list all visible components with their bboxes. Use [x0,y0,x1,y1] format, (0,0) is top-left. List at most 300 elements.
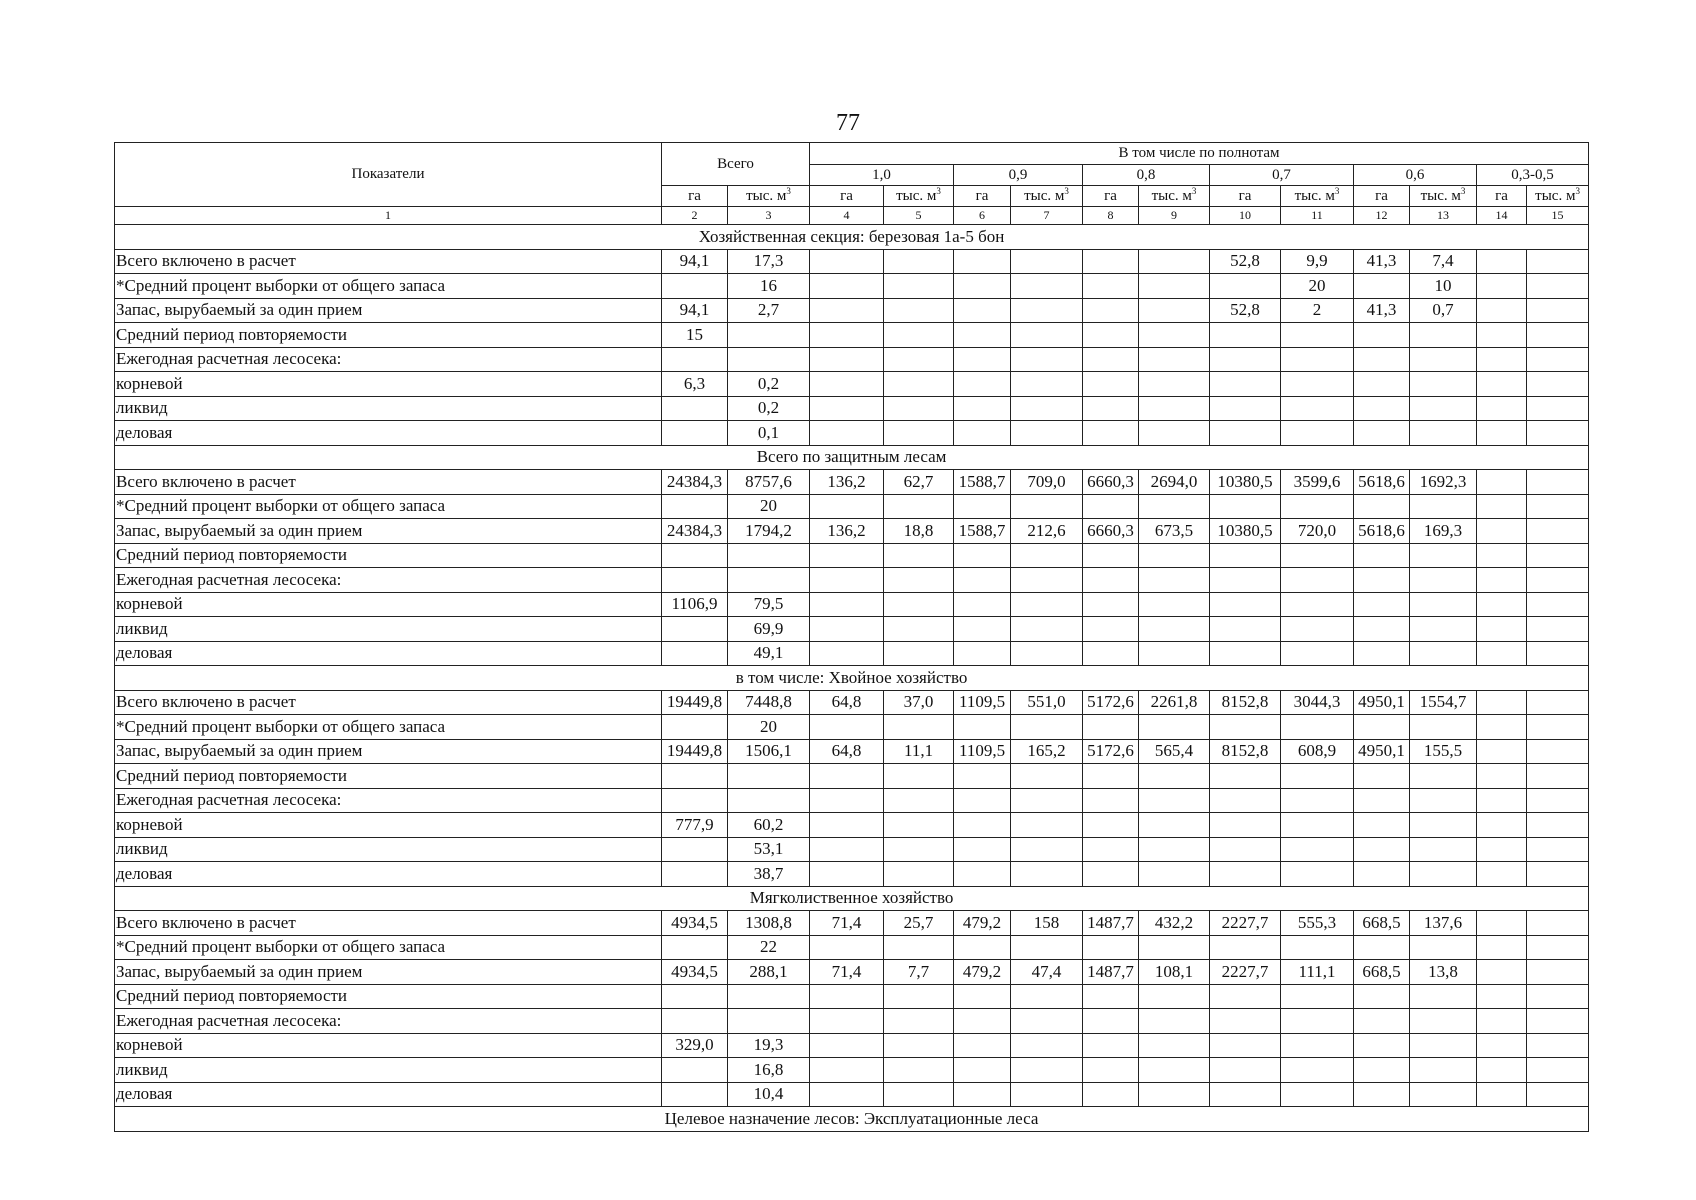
unit-volume-label: тыс. м [1420,187,1461,204]
table-cell: 18,8 [884,519,954,544]
by-density-header: В том числе по полнотам [810,143,1589,165]
table-cell [810,617,884,642]
table-cell: 432,2 [1139,911,1210,936]
table-cell [1011,1033,1083,1058]
column-number: 12 [1354,207,1410,225]
table-cell: 108,1 [1139,960,1210,985]
table-cell: 47,4 [1011,960,1083,985]
table-cell [1210,1033,1281,1058]
table-cell [1139,764,1210,789]
table-cell [1281,641,1354,666]
table-cell [1139,837,1210,862]
table-cell [1527,617,1589,642]
table-cell [662,347,728,372]
column-number: 15 [1527,207,1589,225]
table-cell [1210,813,1281,838]
table-cell [1354,1082,1410,1107]
table-cell [1210,715,1281,740]
unit-volume-label: тыс. м [1294,187,1335,204]
table-cell [1477,1058,1527,1083]
table-cell [662,715,728,740]
table-cell: 71,4 [810,960,884,985]
table-row [115,347,1589,372]
table-cell [810,764,884,789]
table-cell [810,396,884,421]
table-cell [1011,1058,1083,1083]
table-cell [1477,911,1527,936]
table-cell [1011,592,1083,617]
table-cell [1527,396,1589,421]
table-cell: 7,7 [884,960,954,985]
table-cell: 777,9 [662,813,728,838]
table-cell: 20 [728,494,810,519]
unit-ha-header: га [810,186,884,207]
table-cell: 551,0 [1011,690,1083,715]
table-cell [1354,1033,1410,1058]
table-cell [884,837,954,862]
unit-volume-sup: 3 [1575,185,1580,196]
table-cell [1527,470,1589,495]
table-cell [1139,274,1210,299]
table-cell: 53,1 [728,837,810,862]
column-number: 13 [1410,207,1477,225]
table-cell [1477,298,1527,323]
table-cell [1477,249,1527,274]
row-label: деловая [115,421,662,446]
table-cell [1354,715,1410,740]
table-cell [1083,1082,1139,1107]
table-cell [954,372,1011,397]
column-number: 2 [662,207,728,225]
table-cell [1477,568,1527,593]
table-cell [1139,568,1210,593]
table-cell [810,1082,884,1107]
table-row [115,470,1589,495]
table-cell [1354,764,1410,789]
table-cell [810,813,884,838]
total-header: Всего [662,143,810,186]
table-cell [1410,568,1477,593]
row-label: деловая [115,862,662,887]
forest-cutting-table [114,142,1589,1132]
table-cell [1477,470,1527,495]
unit-ha-header: га [1477,186,1527,207]
table-cell [954,1033,1011,1058]
table-cell [1477,690,1527,715]
table-cell: 25,7 [884,911,954,936]
table-cell [1210,494,1281,519]
column-number: 9 [1139,207,1210,225]
table-row [115,788,1589,813]
table-cell: 20 [728,715,810,740]
table-cell [662,984,728,1009]
table-cell [1281,1082,1354,1107]
table-cell [1210,788,1281,813]
table-cell [954,543,1011,568]
table-cell: 94,1 [662,249,728,274]
table-cell [954,984,1011,1009]
table-cell [1083,347,1139,372]
table-cell: 2227,7 [1210,911,1281,936]
unit-volume-header [884,186,954,207]
table-cell [884,568,954,593]
table-cell: 9,9 [1281,249,1354,274]
table-cell [1139,813,1210,838]
table-cell [1410,396,1477,421]
table-cell [1527,739,1589,764]
table-cell [1210,862,1281,887]
table-cell [954,592,1011,617]
table-cell [1410,1058,1477,1083]
column-number: 3 [728,207,810,225]
table-cell: 1308,8 [728,911,810,936]
table-row [115,396,1589,421]
table-cell [1410,641,1477,666]
table-cell [1083,298,1139,323]
column-number-row [115,207,1589,225]
table-cell [954,421,1011,446]
table-cell [884,494,954,519]
row-label: ликвид [115,837,662,862]
unit-volume-header [1410,186,1477,207]
table-cell [1410,494,1477,519]
table-cell [810,323,884,348]
table-cell [1139,421,1210,446]
table-cell [1410,617,1477,642]
table-cell: 1554,7 [1410,690,1477,715]
table-cell [1139,323,1210,348]
row-label: Всего включено в расчет [115,470,662,495]
table-cell: 17,3 [728,249,810,274]
table-cell [1527,1082,1589,1107]
table-cell [1011,274,1083,299]
table-cell [1281,715,1354,740]
table-cell [1410,323,1477,348]
table-cell [1011,715,1083,740]
table-cell [1410,788,1477,813]
table-cell [1210,837,1281,862]
table-cell [1281,862,1354,887]
table-cell [1410,543,1477,568]
table-cell [1139,249,1210,274]
table-cell [1477,274,1527,299]
table-cell: 15 [662,323,728,348]
table-cell: 169,3 [1410,519,1477,544]
table-cell [1477,960,1527,985]
table-cell: 7448,8 [728,690,810,715]
table-cell: 19,3 [728,1033,810,1058]
table-cell [1477,837,1527,862]
table-cell: 41,3 [1354,298,1410,323]
table-cell [662,494,728,519]
table-cell [1139,984,1210,1009]
table-cell [954,788,1011,813]
table-cell [1477,739,1527,764]
table-cell [728,788,810,813]
density-header: 0,7 [1210,165,1354,186]
table-cell [1281,813,1354,838]
row-label: корневой [115,1033,662,1058]
table-cell: 212,6 [1011,519,1083,544]
table-cell [662,788,728,813]
table-cell: 2261,8 [1139,690,1210,715]
table-cell: 19449,8 [662,739,728,764]
table-cell [1527,298,1589,323]
table-cell [1354,862,1410,887]
table-cell [1210,274,1281,299]
table-cell: 19449,8 [662,690,728,715]
table-cell: 479,2 [954,911,1011,936]
table-cell [1477,396,1527,421]
table-cell [662,862,728,887]
table-cell: 2694,0 [1139,470,1210,495]
table-cell [810,592,884,617]
table-cell [1139,617,1210,642]
row-label: Запас, вырубаемый за один прием [115,298,662,323]
table-cell: 155,5 [1410,739,1477,764]
table-cell: 5618,6 [1354,470,1410,495]
table-cell [1210,543,1281,568]
table-cell [1527,984,1589,1009]
table-cell [954,347,1011,372]
table-row [115,911,1589,936]
table-cell [1410,764,1477,789]
table-cell [810,421,884,446]
table-cell: 10380,5 [1210,519,1281,544]
table-cell: 64,8 [810,739,884,764]
table-cell [1281,935,1354,960]
table-cell: 6660,3 [1083,470,1139,495]
table-cell [884,813,954,838]
row-label: Средний период повторяемости [115,984,662,1009]
table-cell: 38,7 [728,862,810,887]
table-cell [1210,1058,1281,1083]
table-cell [1527,911,1589,936]
table-cell [1281,592,1354,617]
row-label: корневой [115,592,662,617]
density-header: 0,8 [1083,165,1210,186]
table-cell: 71,4 [810,911,884,936]
table-cell [1011,1009,1083,1034]
table-cell [728,984,810,1009]
table-cell [1477,715,1527,740]
forest-cutting-table-container [114,142,1588,1132]
table-row [115,690,1589,715]
table-cell [1139,788,1210,813]
table-cell [1083,935,1139,960]
table-cell [662,617,728,642]
table-cell [810,788,884,813]
table-cell: 8152,8 [1210,739,1281,764]
table-cell [1011,984,1083,1009]
table-cell: 8757,6 [728,470,810,495]
section-title: Мягколиственное хозяйство [115,886,1589,911]
table-cell [954,641,1011,666]
table-cell [728,543,810,568]
table-row [115,274,1589,299]
table-cell [1354,372,1410,397]
table-cell: 2 [1281,298,1354,323]
table-cell [1354,813,1410,838]
table-cell [1083,494,1139,519]
section-title: Хозяйственная секция: березовая 1а-5 бон [115,225,1589,250]
table-cell [1083,274,1139,299]
row-label: ликвид [115,1058,662,1083]
table-cell: 62,7 [884,470,954,495]
column-number: 4 [810,207,884,225]
table-cell: 22 [728,935,810,960]
table-row [115,372,1589,397]
table-cell: 1588,7 [954,470,1011,495]
table-cell [1011,568,1083,593]
table-cell [1527,323,1589,348]
table-cell: 10,4 [728,1082,810,1107]
table-cell [810,372,884,397]
density-header: 0,9 [954,165,1083,186]
table-cell [884,984,954,1009]
table-cell [1354,935,1410,960]
table-cell [1477,519,1527,544]
table-cell [1011,813,1083,838]
table-cell [1011,494,1083,519]
table-cell [954,935,1011,960]
table-cell [884,1058,954,1083]
table-cell [1477,372,1527,397]
table-cell [954,1058,1011,1083]
table-cell: 3599,6 [1281,470,1354,495]
table-cell: 1109,5 [954,690,1011,715]
table-cell [1083,984,1139,1009]
table-cell: 49,1 [728,641,810,666]
table-cell: 136,2 [810,470,884,495]
column-number: 10 [1210,207,1281,225]
table-cell [884,617,954,642]
table-cell [1281,1058,1354,1083]
table-cell [1083,396,1139,421]
table-cell: 4950,1 [1354,690,1410,715]
table-cell [1083,249,1139,274]
table-cell [1210,323,1281,348]
table-cell [1527,494,1589,519]
table-cell: 479,2 [954,960,1011,985]
table-cell [1477,862,1527,887]
table-row [115,421,1589,446]
table-cell [1139,347,1210,372]
table-body [115,225,1589,1132]
table-cell [1410,1009,1477,1034]
table-cell: 668,5 [1354,911,1410,936]
table-row [115,568,1589,593]
table-cell: 11,1 [884,739,954,764]
table-cell: 288,1 [728,960,810,985]
table-cell: 111,1 [1281,960,1354,985]
table-cell: 1794,2 [728,519,810,544]
table-cell [810,641,884,666]
table-cell [1281,617,1354,642]
table-cell: 165,2 [1011,739,1083,764]
table-cell [1354,641,1410,666]
table-cell: 7,4 [1410,249,1477,274]
row-label: деловая [115,641,662,666]
table-cell [1210,396,1281,421]
row-label: Средний период повторяемости [115,323,662,348]
table-cell: 60,2 [728,813,810,838]
table-cell: 6660,3 [1083,519,1139,544]
table-cell [1281,421,1354,446]
density-header: 0,3-0,5 [1477,165,1589,186]
row-label: Средний период повторяемости [115,543,662,568]
table-cell [1410,837,1477,862]
table-cell [1083,1009,1139,1034]
table-row [115,837,1589,862]
table-cell [1011,421,1083,446]
table-cell [1011,764,1083,789]
table-cell [1477,347,1527,372]
unit-volume-sup: 3 [936,185,941,196]
table-cell [1011,396,1083,421]
table-cell: 10380,5 [1210,470,1281,495]
table-cell [954,1009,1011,1034]
table-cell [1477,592,1527,617]
table-cell [954,813,1011,838]
table-cell [1011,298,1083,323]
table-cell [1011,347,1083,372]
table-cell [1527,1058,1589,1083]
table-cell [1527,421,1589,446]
table-cell: 24384,3 [662,519,728,544]
density-header: 1,0 [810,165,954,186]
unit-volume-header [1011,186,1083,207]
table-cell [1354,543,1410,568]
table-cell [884,592,954,617]
table-cell [1281,543,1354,568]
table-cell: 10 [1410,274,1477,299]
table-cell [1281,494,1354,519]
table-cell [954,249,1011,274]
table-cell [1139,1082,1210,1107]
table-cell [1083,837,1139,862]
table-cell: 20 [1281,274,1354,299]
table-cell [954,837,1011,862]
row-label: *Средний процент выборки от общего запаса [115,715,662,740]
table-cell [1354,837,1410,862]
table-cell [1527,543,1589,568]
table-cell: 52,8 [1210,298,1281,323]
table-cell [1477,935,1527,960]
table-cell: 4934,5 [662,960,728,985]
table-cell [662,1058,728,1083]
section-title: Всего по защитным лесам [115,445,1589,470]
table-cell: 0,7 [1410,298,1477,323]
table-cell [810,543,884,568]
table-cell [1354,347,1410,372]
unit-volume-sup: 3 [1334,185,1340,196]
table-cell [810,298,884,323]
row-label: *Средний процент выборки от общего запаса [115,274,662,299]
table-cell [1477,1033,1527,1058]
table-cell [1139,935,1210,960]
table-cell [1410,1082,1477,1107]
section-title: Целевое назначение лесов: Эксплуатационные леса [115,1107,1589,1132]
table-cell: 329,0 [662,1033,728,1058]
table-cell [1527,813,1589,838]
column-number: 6 [954,207,1011,225]
density-header: 0,6 [1354,165,1477,186]
table-cell [1477,617,1527,642]
table-cell [1477,641,1527,666]
table-cell [1083,641,1139,666]
row-label: Ежегодная расчетная лесосека: [115,1009,662,1034]
